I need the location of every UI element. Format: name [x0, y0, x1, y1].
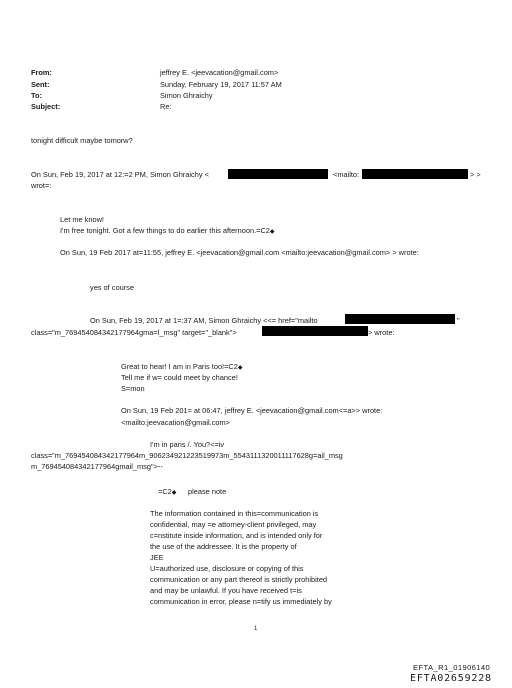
- redaction-box: [228, 169, 328, 179]
- sent-value: Sunday, February 19, 2017 11:57 AM: [160, 80, 282, 89]
- message-text: I'm free tonight. Got a few things to do earlier this afternoon.=C2: [60, 226, 270, 235]
- subject-label: Subject:: [31, 102, 61, 111]
- message-line: I'm in paris /. You?<=iv: [150, 440, 225, 449]
- message-text: =C2: [158, 487, 172, 496]
- quote-header-4-mailto: <mailto:jeevacation@gmail.com>: [121, 418, 230, 427]
- redaction-box: [362, 169, 468, 179]
- message-line: Let me know!: [60, 215, 104, 224]
- to-label: To:: [31, 91, 42, 100]
- message-line: Tell me if w= could meet by chance!: [121, 373, 238, 382]
- redaction-box: [262, 326, 368, 336]
- quote-header-3-class: class="m_769454084342177964gma=l_msg" target="_blank">: [31, 328, 237, 337]
- subject-value: Re:: [160, 102, 172, 111]
- quote-header-1-end: > >: [470, 170, 481, 179]
- disclaimer-line: confidential, may =e attorney-client privileged, may: [150, 520, 317, 529]
- disclaimer-line: U=authorized use, disclosure or copying of this: [150, 564, 304, 573]
- message-line: S=mon: [121, 384, 145, 393]
- message-line: [121, 362, 243, 373]
- redaction-box: [345, 314, 455, 324]
- quote-header-2: On Sun, 19 Feb 2017 at=11:55, jeffrey E. <jeevacation@gmail.com <mailto:jeevacation@gmail.com> > wrote:: [60, 248, 419, 257]
- quote-header-1: On Sun, Feb 19, 2017 at 12:=2 PM, Simon Ghraichy <: [31, 170, 209, 179]
- quote-header-3: On Sun, Feb 19, 2017 at 1=:37 AM, Simon Ghraichy <<= href="mailto: [90, 316, 318, 325]
- quote-mark: ": [457, 316, 460, 325]
- html-residue-line: class="m_769454084342177964m_906234921223519973m_5543111320011117628g=ail_msg: [31, 451, 343, 460]
- signature-line: [158, 487, 176, 498]
- disclaimer-line: JEE: [150, 553, 164, 562]
- disclaimer-line: The information contained in this=communication is: [150, 509, 319, 518]
- disclaimer-line: and may be unlawful. If you have received t=is: [150, 586, 302, 595]
- html-residue-line: m_769454084342177964gmail_msg">--: [31, 462, 163, 471]
- diamond-glyph-icon: ◆: [171, 490, 177, 496]
- disclaimer-line: communication in error, please n=tify us immediately by: [150, 597, 332, 606]
- reply-text: tonight difficult maybe tomorw?: [31, 136, 133, 145]
- quote-header-4: On Sun, 19 Feb 201= at 06:47, jeffrey E. <jeevacation@gmail.com<=a>> wrote:: [121, 406, 383, 415]
- page-number: 1: [254, 626, 258, 632]
- diamond-glyph-icon: ◆: [269, 229, 275, 235]
- from-value: jeffrey E. <jeevacation@gmail.com>: [160, 68, 279, 77]
- from-label: From:: [31, 68, 52, 77]
- disclaimer-line: c=nstitute inside information, and is intended only for: [150, 531, 323, 540]
- bates-number-primary: EFTA_R1_01906140: [413, 663, 491, 672]
- diamond-glyph-icon: ◆: [237, 365, 243, 371]
- quote-header-1-wrote: wrot=:: [31, 181, 52, 190]
- message-line: [60, 226, 275, 237]
- bates-number-secondary: EFTA02659228: [410, 673, 492, 684]
- sent-label: Sent:: [31, 80, 50, 89]
- message-line: yes of course: [90, 283, 134, 292]
- message-text: Great to hear! I am in Paris too!=C2: [121, 362, 238, 371]
- signature-line: please note: [188, 487, 227, 496]
- quote-header-3-wrote: > wrote:: [368, 328, 395, 337]
- to-value: Simon Ghraichy: [160, 91, 213, 100]
- quote-header-1-mailto: <mailto:: [333, 170, 360, 179]
- disclaimer-line: the use of the addressee. It is the property of: [150, 542, 297, 551]
- disclaimer-line: communication or any part thereof is strictly prohibited: [150, 575, 328, 584]
